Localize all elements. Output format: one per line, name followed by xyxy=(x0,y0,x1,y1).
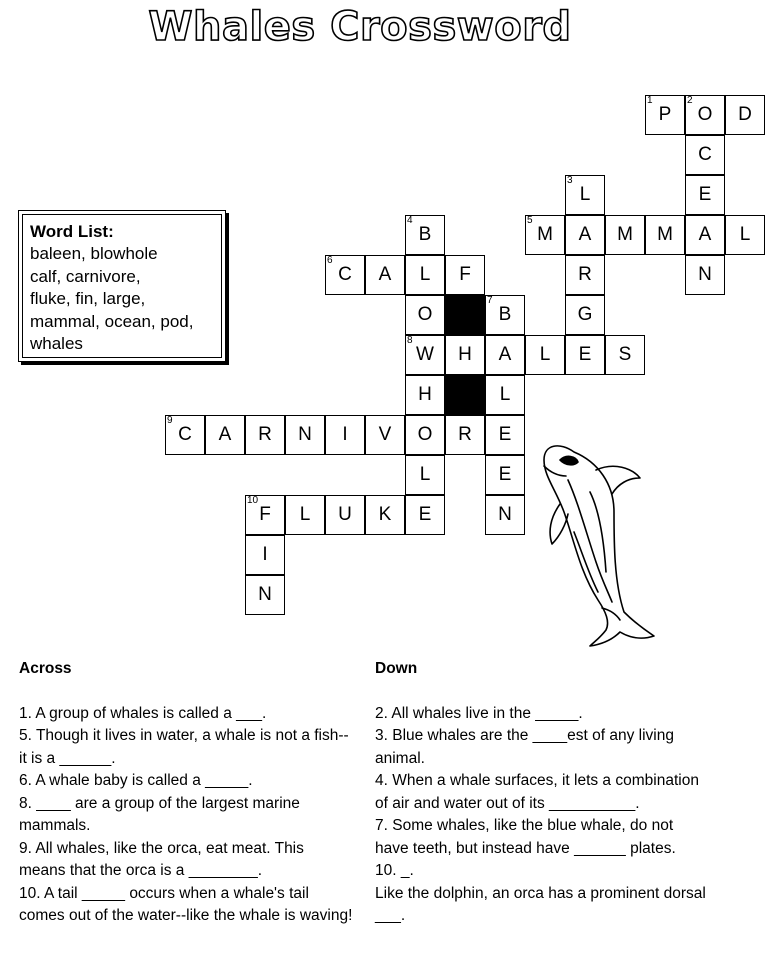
grid-cell[interactable] xyxy=(365,495,405,535)
cell-letter: H xyxy=(458,344,472,365)
cell-letter: M xyxy=(657,224,673,245)
cell-letter: L xyxy=(419,264,431,285)
grid-cell[interactable] xyxy=(325,255,365,295)
across-clues xyxy=(19,658,354,928)
cell-letter: A xyxy=(218,424,232,445)
grid-cell[interactable] xyxy=(725,215,765,255)
grid-cell[interactable] xyxy=(405,495,445,535)
grid-cell[interactable] xyxy=(645,215,685,255)
grid-cell[interactable] xyxy=(485,455,525,495)
cell-letter: N xyxy=(698,264,712,285)
cell-letter: R xyxy=(258,424,272,445)
cell-letter: B xyxy=(498,304,512,325)
cell-letter: L xyxy=(299,504,311,525)
cell-letter: L xyxy=(739,224,751,245)
down-clue: 4. When a whale surfaces, it lets a combination of air and water out of its __________. xyxy=(375,772,699,812)
down-clues xyxy=(375,658,710,928)
clue-number: 7 xyxy=(487,295,493,306)
cell-letter: L xyxy=(499,384,511,405)
page-title: Whales Crossword xyxy=(148,4,572,50)
grid-cell[interactable] xyxy=(325,495,365,535)
clue-number: 4 xyxy=(407,215,413,226)
cell-letter: L xyxy=(419,464,431,485)
cell-letter: N xyxy=(498,504,512,525)
cell-letter: L xyxy=(579,184,591,205)
cell-letter: I xyxy=(262,544,268,565)
cell-letter: B xyxy=(418,224,432,245)
across-clue: 1. A group of whales is called a ___. xyxy=(19,704,267,722)
grid-cell[interactable] xyxy=(565,255,605,295)
grid-cell[interactable] xyxy=(445,335,485,375)
down-clue: 7. Some whales, like the blue whale, do not have teeth, but instead have ______ plates. xyxy=(375,817,676,857)
grid-cell[interactable] xyxy=(365,255,405,295)
cell-letter: C xyxy=(178,424,192,445)
grid-cell[interactable] xyxy=(485,295,525,335)
cell-letter: S xyxy=(618,344,632,365)
grid-cell[interactable] xyxy=(525,215,565,255)
cell-letter: L xyxy=(539,344,551,365)
cell-letter: V xyxy=(378,424,392,445)
grid-cell[interactable] xyxy=(605,215,645,255)
grid-cell[interactable] xyxy=(565,215,605,255)
grid-cell[interactable] xyxy=(405,255,445,295)
grid-cell[interactable] xyxy=(405,295,445,335)
cell-letter: E xyxy=(498,464,512,485)
grid-cell[interactable] xyxy=(245,415,285,455)
grid-cell[interactable] xyxy=(685,255,725,295)
grid-cell[interactable] xyxy=(325,415,365,455)
cell-letter: K xyxy=(378,504,392,525)
down-clue: 3. Blue whales are the ____est of any living animal. xyxy=(375,727,674,767)
cell-letter: I xyxy=(342,424,348,445)
cell-letter: O xyxy=(697,104,713,125)
across-clue: 5. Though it lives in water, a whale is not a fish--it is a ______. xyxy=(19,727,349,767)
down-heading: Down xyxy=(375,660,418,677)
cell-letter: M xyxy=(537,224,553,245)
cell-letter: P xyxy=(658,104,672,125)
cell-letter: U xyxy=(338,504,352,525)
cell-letter: E xyxy=(418,504,432,525)
grid-cell[interactable] xyxy=(245,575,285,615)
clue-number: 1 xyxy=(647,95,653,106)
cell-letter: A xyxy=(578,224,592,245)
grid-cell[interactable] xyxy=(285,415,325,455)
across-clue: 6. A whale baby is called a _____. xyxy=(19,772,253,789)
clue-number: 10 xyxy=(247,495,259,506)
down-clue: Like the dolphin, an orca has a prominent dorsal ___. xyxy=(375,884,706,924)
grid-cell[interactable] xyxy=(445,415,485,455)
grid-cell[interactable] xyxy=(685,215,725,255)
cell-letter: A xyxy=(498,344,512,365)
cell-letter: C xyxy=(698,144,712,165)
grid-cell[interactable] xyxy=(405,415,445,455)
clue-number: 9 xyxy=(167,415,173,426)
grid-cell[interactable] xyxy=(565,335,605,375)
grid-cell[interactable] xyxy=(245,535,285,575)
grid-cell[interactable] xyxy=(285,495,325,535)
grid-cell[interactable] xyxy=(485,415,525,455)
across-heading: Across xyxy=(19,660,72,677)
cell-letter: O xyxy=(417,424,433,445)
cell-letter: F xyxy=(259,504,271,525)
clue-number: 5 xyxy=(527,215,533,226)
grid-cell[interactable] xyxy=(405,335,445,375)
cell-letter: A xyxy=(378,264,392,285)
grid-cell-blocked xyxy=(445,375,485,415)
word-list-title: Word List: xyxy=(30,222,114,241)
cell-letter: E xyxy=(578,344,592,365)
grid-cell[interactable] xyxy=(445,255,485,295)
grid-cell[interactable] xyxy=(485,495,525,535)
grid-cell[interactable] xyxy=(605,335,645,375)
cell-letter: H xyxy=(418,384,432,405)
cell-letter: N xyxy=(258,584,272,605)
cell-letter: O xyxy=(417,304,433,325)
cell-letter: A xyxy=(698,224,712,245)
grid-cell[interactable] xyxy=(485,375,525,415)
clue-number: 2 xyxy=(687,95,693,106)
word-list-words: baleen, blowhole calf, carnivore, fluke, fin, large, mammal, ocean, pod, whales xyxy=(30,244,194,353)
grid-cell[interactable] xyxy=(525,335,565,375)
grid-cell[interactable] xyxy=(165,415,205,455)
cell-letter: R xyxy=(578,264,592,285)
grid-cell[interactable] xyxy=(205,415,245,455)
across-clue: 8. ____ are a group of the largest marine mammals. xyxy=(19,794,300,834)
cell-letter: F xyxy=(459,264,471,285)
grid-cell[interactable] xyxy=(565,295,605,335)
cell-letter: E xyxy=(698,184,712,205)
grid-cell[interactable] xyxy=(565,175,605,215)
down-clue: 10. _. xyxy=(375,862,414,879)
across-clue: 10. A tail _____ occurs when a whale's tail comes out of the water--like the whale is waving! xyxy=(19,884,353,924)
cell-letter: N xyxy=(298,424,312,445)
grid-cell[interactable] xyxy=(685,95,725,135)
grid-cell[interactable] xyxy=(645,95,685,135)
cell-letter: E xyxy=(498,424,512,445)
cell-letter: D xyxy=(738,104,752,125)
grid-cell[interactable] xyxy=(405,455,445,495)
grid-cell[interactable] xyxy=(725,95,765,135)
clue-number: 8 xyxy=(407,335,413,346)
down-clue: 2. All whales live in the _____. xyxy=(375,704,583,722)
grid-cell[interactable] xyxy=(405,215,445,255)
grid-cell[interactable] xyxy=(245,495,285,535)
cell-letter: G xyxy=(577,304,593,325)
cell-letter: C xyxy=(338,264,352,285)
grid-cell-blocked xyxy=(445,295,485,335)
orca-icon xyxy=(530,432,670,652)
cell-letter: R xyxy=(458,424,472,445)
cell-letter: M xyxy=(617,224,633,245)
grid-cell[interactable] xyxy=(405,375,445,415)
grid-cell[interactable] xyxy=(685,175,725,215)
clue-number: 3 xyxy=(567,175,573,186)
grid-cell[interactable] xyxy=(685,135,725,175)
clue-number: 6 xyxy=(327,255,333,266)
cell-letter: W xyxy=(416,344,434,365)
grid-cell[interactable] xyxy=(365,415,405,455)
across-clue: 9. All whales, like the orca, eat meat. This means that the orca is a ________. xyxy=(19,839,304,879)
grid-cell[interactable] xyxy=(485,335,525,375)
